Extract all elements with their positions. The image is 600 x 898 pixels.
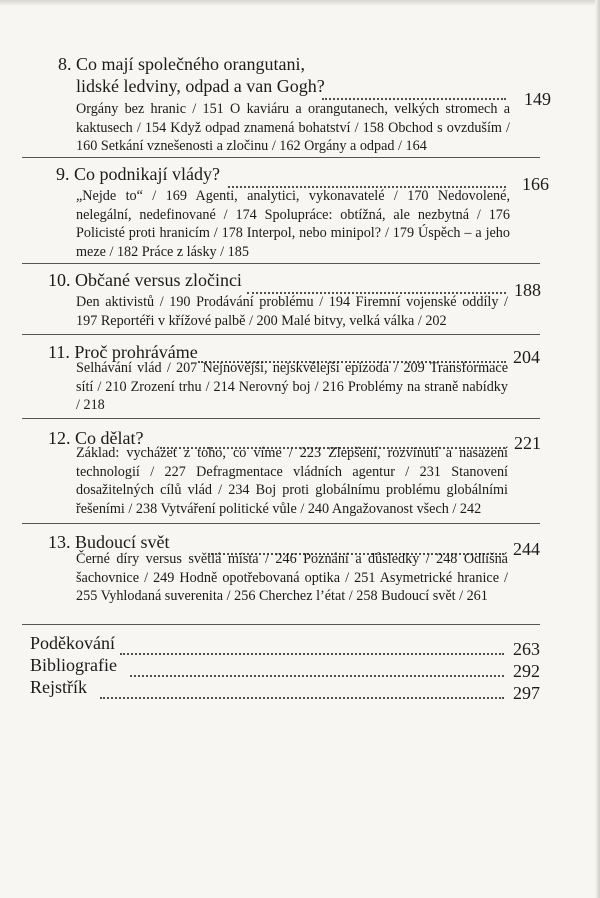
back-matter-title: Poděkování	[30, 633, 115, 653]
chapter-page-number: 149	[524, 89, 551, 109]
chapter-page-number: 188	[514, 280, 541, 300]
dot-leader	[130, 661, 504, 677]
dot-leader	[247, 278, 506, 294]
chapter-title: 9. Co podnikají vlády?	[56, 164, 220, 184]
chapter-page-number: 244	[513, 539, 540, 559]
section-divider	[22, 624, 540, 625]
section-divider	[22, 263, 540, 264]
page-right-shadow	[595, 0, 600, 898]
subsection-list: „Nejde to“ / 169 Agenti, analytici, vykonavatelé / 170 Nedovolené, nelegální, nedefinované / 174 Spolupráce: obtížná, ale nezbytná / 176 Policisté proti hranicím / 178 Interpol, nebo minipol? / 179 Úspěch – a jeho meze / 182 Práce z lásky / 185	[76, 188, 510, 260]
section-divider	[22, 334, 540, 335]
chapter-title: lidské ledviny, odpad a van Gogh?	[76, 76, 325, 96]
toc-index[interactable]	[0, 676, 600, 703]
toc-bibliography[interactable]	[0, 654, 600, 681]
back-matter-title: Rejstřík	[30, 677, 87, 697]
chapter-page-number: 204	[513, 347, 540, 367]
chapter-page-number: 221	[514, 433, 541, 453]
section-divider	[22, 523, 540, 524]
dot-leader	[100, 683, 504, 699]
chapter-title: 13. Budoucí svět	[48, 532, 170, 552]
subsection-list: Den aktivistů / 190 Prodávání problému / 194 Firemní vojenské oddíly / 197 Reportéři v křížové palbě / 200 Malé bitvy, velká válka / 202	[76, 294, 508, 329]
back-matter-page-number: 292	[513, 661, 540, 681]
subsection-list: Selhávání vlád / 207 Nejnovější, nejskvělejší epizoda / 209 Transformace sítí / 210 Zrození trhu / 214 Nerovný boj / 216 Problémy na straně nabídky / 218	[76, 360, 508, 413]
back-matter-page-number: 297	[513, 683, 540, 703]
chapter-title: 10. Občané versus zločinci	[48, 270, 242, 290]
section-divider	[22, 157, 540, 158]
section-divider	[22, 418, 540, 419]
dot-leader	[228, 172, 506, 188]
subsection-list: Orgány bez hranic / 151 O kaviáru a orangutanech, velkých stromech a kaktusech / 154 Když odpad znamená bohatství / 158 Obchod s ovzduším / 160 Setkání vznešenosti a zločinu / 162 Orgány a odpad / 164	[76, 101, 510, 154]
subsection-list: Základ: vycházet z toho, co víme / 223 Zlepšení, rozvinutí a nasazení technologií / 227 Defragmentace vládních agentur / 231 Stanovení dosažitelných cílů vlád / 234 Boj proti globálnímu problému globálními řešeními / 238 Vytváření politické vůle / 240 Angažovanost všech / 242	[76, 445, 508, 517]
toc-acknowledgements[interactable]	[0, 632, 600, 659]
subsection-list: Černé díry versus světlá místa / 246 Poznání a důsledky / 248 Odlišná šachovnice / 249 Hodně opotřebovaná optika / 251 Asymetrické hranice / 255 Vyhlodaná suverenita / 256 Cherchez l’état / 258 Budoucí svět / 261	[76, 551, 508, 604]
chapter-title: 11. Proč prohráváme	[48, 342, 198, 362]
back-matter-page-number: 263	[513, 639, 540, 659]
dot-leader	[322, 84, 506, 100]
dot-leader	[120, 639, 504, 655]
chapter-title: 8. Co mají společného orangutani,	[58, 54, 305, 74]
page-top-shadow	[0, 0, 600, 6]
chapter-page-number: 166	[522, 174, 549, 194]
chapter-title: 12. Co dělat?	[48, 428, 144, 448]
back-matter-title: Bibliografie	[30, 655, 117, 675]
